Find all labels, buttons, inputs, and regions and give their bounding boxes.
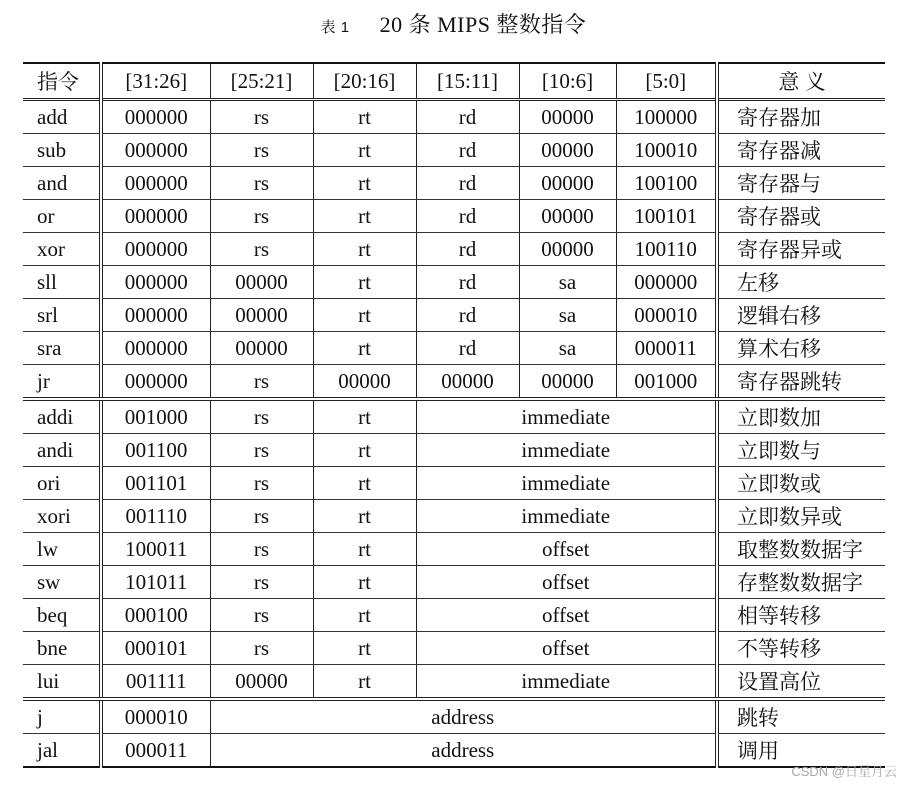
table-row (23, 632, 885, 665)
field-cell: rs (210, 467, 313, 500)
table-row (23, 665, 885, 700)
field-cell: 00000 (519, 134, 616, 167)
field-cell: sa (519, 266, 616, 299)
instruction-cell: andi (23, 434, 101, 467)
meaning-cell: 寄存器跳转 (717, 365, 885, 400)
field-cell: rd (416, 233, 519, 266)
field-cell: rs (210, 200, 313, 233)
immediate-cell: offset (416, 533, 717, 566)
field-cell: rs (210, 167, 313, 200)
opcode-cell: 000000 (101, 167, 210, 200)
immediate-cell: offset (416, 599, 717, 632)
table-body (23, 100, 885, 768)
table-row (23, 434, 885, 467)
meaning-cell: 调用 (717, 734, 885, 768)
mips-instruction-table (23, 62, 885, 768)
table-row (23, 200, 885, 233)
header-row (23, 63, 885, 100)
table-row (23, 299, 885, 332)
table-row (23, 500, 885, 533)
field-cell: rt (313, 167, 416, 200)
meaning-cell: 立即数或 (717, 467, 885, 500)
field-cell: rd (416, 167, 519, 200)
field-cell: 00000 (416, 365, 519, 400)
table-row (23, 566, 885, 599)
address-cell: address (210, 699, 717, 734)
instruction-cell: ori (23, 467, 101, 500)
meaning-cell: 算术右移 (717, 332, 885, 365)
immediate-cell: offset (416, 632, 717, 665)
meaning-cell: 逻辑右移 (717, 299, 885, 332)
table-number: 表 1 (320, 19, 350, 36)
field-cell: rt (313, 100, 416, 134)
field-cell: rt (313, 533, 416, 566)
header-bits-25-21: [25:21] (210, 63, 313, 100)
table-row (23, 599, 885, 632)
field-cell: rt (313, 632, 416, 665)
field-cell: rd (416, 332, 519, 365)
instruction-cell: xor (23, 233, 101, 266)
meaning-cell: 左移 (717, 266, 885, 299)
funct-cell: 100000 (616, 100, 717, 134)
field-cell: rs (210, 399, 313, 434)
meaning-cell: 设置高位 (717, 665, 885, 700)
table-row (23, 467, 885, 500)
field-cell: rt (313, 134, 416, 167)
opcode-cell: 000000 (101, 365, 210, 400)
meaning-cell: 相等转移 (717, 599, 885, 632)
field-cell: rd (416, 266, 519, 299)
instruction-cell: and (23, 167, 101, 200)
table-row (23, 167, 885, 200)
immediate-cell: immediate (416, 665, 717, 700)
address-cell: address (210, 734, 717, 768)
funct-cell: 000000 (616, 266, 717, 299)
field-cell: 00000 (210, 332, 313, 365)
table-row (23, 699, 885, 734)
opcode-cell: 000000 (101, 134, 210, 167)
field-cell: rt (313, 599, 416, 632)
table-row (23, 134, 885, 167)
opcode-cell: 000000 (101, 100, 210, 134)
instruction-cell: or (23, 200, 101, 233)
field-cell: rt (313, 332, 416, 365)
table-caption (0, 8, 907, 39)
field-cell: rs (210, 100, 313, 134)
field-cell: rs (210, 233, 313, 266)
opcode-cell: 000101 (101, 632, 210, 665)
field-cell: 00000 (519, 200, 616, 233)
funct-cell: 000010 (616, 299, 717, 332)
funct-cell: 100100 (616, 167, 717, 200)
field-cell: rt (313, 233, 416, 266)
funct-cell: 001000 (616, 365, 717, 400)
field-cell: 00000 (519, 233, 616, 266)
field-cell: 00000 (519, 100, 616, 134)
instruction-cell: beq (23, 599, 101, 632)
field-cell: 00000 (519, 167, 616, 200)
field-cell: rt (313, 434, 416, 467)
field-cell: sa (519, 332, 616, 365)
header-bits-20-16: [20:16] (313, 63, 416, 100)
instruction-cell: addi (23, 399, 101, 434)
opcode-cell: 000000 (101, 299, 210, 332)
meaning-cell: 寄存器加 (717, 100, 885, 134)
header-bits-10-6: [10:6] (519, 63, 616, 100)
opcode-cell: 001100 (101, 434, 210, 467)
meaning-cell: 取整数数据字 (717, 533, 885, 566)
opcode-cell: 000000 (101, 266, 210, 299)
header-meaning: 意 义 (717, 63, 885, 100)
opcode-cell: 100011 (101, 533, 210, 566)
instruction-cell: sub (23, 134, 101, 167)
opcode-cell: 000100 (101, 599, 210, 632)
opcode-cell: 000000 (101, 332, 210, 365)
meaning-cell: 立即数加 (717, 399, 885, 434)
immediate-cell: immediate (416, 399, 717, 434)
meaning-cell: 立即数与 (717, 434, 885, 467)
instruction-cell: add (23, 100, 101, 134)
opcode-cell: 000010 (101, 699, 210, 734)
table-row (23, 365, 885, 400)
field-cell: rs (210, 134, 313, 167)
field-cell: rd (416, 200, 519, 233)
opcode-cell: 000000 (101, 200, 210, 233)
meaning-cell: 寄存器异或 (717, 233, 885, 266)
header-bits-15-11: [15:11] (416, 63, 519, 100)
field-cell: rs (210, 566, 313, 599)
funct-cell: 100010 (616, 134, 717, 167)
field-cell: 00000 (210, 665, 313, 700)
field-cell: rd (416, 299, 519, 332)
meaning-cell: 立即数异或 (717, 500, 885, 533)
immediate-cell: immediate (416, 434, 717, 467)
instruction-cell: jr (23, 365, 101, 400)
table-row (23, 266, 885, 299)
field-cell: rs (210, 365, 313, 400)
meaning-cell: 存整数数据字 (717, 566, 885, 599)
instruction-cell: xori (23, 500, 101, 533)
opcode-cell: 001110 (101, 500, 210, 533)
field-cell: rs (210, 599, 313, 632)
field-cell: rs (210, 632, 313, 665)
opcode-cell: 101011 (101, 566, 210, 599)
immediate-cell: immediate (416, 467, 717, 500)
instruction-cell: srl (23, 299, 101, 332)
field-cell: rt (313, 467, 416, 500)
opcode-cell: 001101 (101, 467, 210, 500)
instruction-cell: j (23, 699, 101, 734)
instruction-cell: lui (23, 665, 101, 700)
table-row (23, 399, 885, 434)
field-cell: rt (313, 266, 416, 299)
field-cell: rt (313, 665, 416, 700)
instruction-cell: bne (23, 632, 101, 665)
opcode-cell: 001000 (101, 399, 210, 434)
opcode-cell: 000000 (101, 233, 210, 266)
field-cell: 00000 (519, 365, 616, 400)
watermark: CSDN @日星月云 (791, 764, 897, 779)
opcode-cell: 000011 (101, 734, 210, 768)
instruction-cell: sw (23, 566, 101, 599)
field-cell: rs (210, 434, 313, 467)
header-bits-31-26: [31:26] (101, 63, 210, 100)
meaning-cell: 跳转 (717, 699, 885, 734)
header-bits-5-0: [5:0] (616, 63, 717, 100)
meaning-cell: 寄存器或 (717, 200, 885, 233)
meaning-cell: 寄存器减 (717, 134, 885, 167)
table-row (23, 233, 885, 266)
field-cell: 00000 (313, 365, 416, 400)
instruction-cell: lw (23, 533, 101, 566)
field-cell: 00000 (210, 299, 313, 332)
funct-cell: 000011 (616, 332, 717, 365)
table-row (23, 332, 885, 365)
opcode-cell: 001111 (101, 665, 210, 700)
header-instruction: 指令 (23, 63, 101, 100)
meaning-cell: 寄存器与 (717, 167, 885, 200)
immediate-cell: offset (416, 566, 717, 599)
field-cell: sa (519, 299, 616, 332)
table-row (23, 734, 885, 768)
funct-cell: 100101 (616, 200, 717, 233)
field-cell: rs (210, 500, 313, 533)
field-cell: rt (313, 500, 416, 533)
instruction-cell: sll (23, 266, 101, 299)
field-cell: rt (313, 200, 416, 233)
instruction-cell: sra (23, 332, 101, 365)
immediate-cell: immediate (416, 500, 717, 533)
field-cell: rs (210, 533, 313, 566)
table-row (23, 533, 885, 566)
field-cell: rt (313, 399, 416, 434)
field-cell: rt (313, 299, 416, 332)
field-cell: rt (313, 566, 416, 599)
funct-cell: 100110 (616, 233, 717, 266)
meaning-cell: 不等转移 (717, 632, 885, 665)
table-title: 20 条 MIPS 整数指令 (379, 12, 587, 37)
field-cell: 00000 (210, 266, 313, 299)
field-cell: rd (416, 100, 519, 134)
instruction-cell: jal (23, 734, 101, 768)
table-row (23, 100, 885, 134)
field-cell: rd (416, 134, 519, 167)
